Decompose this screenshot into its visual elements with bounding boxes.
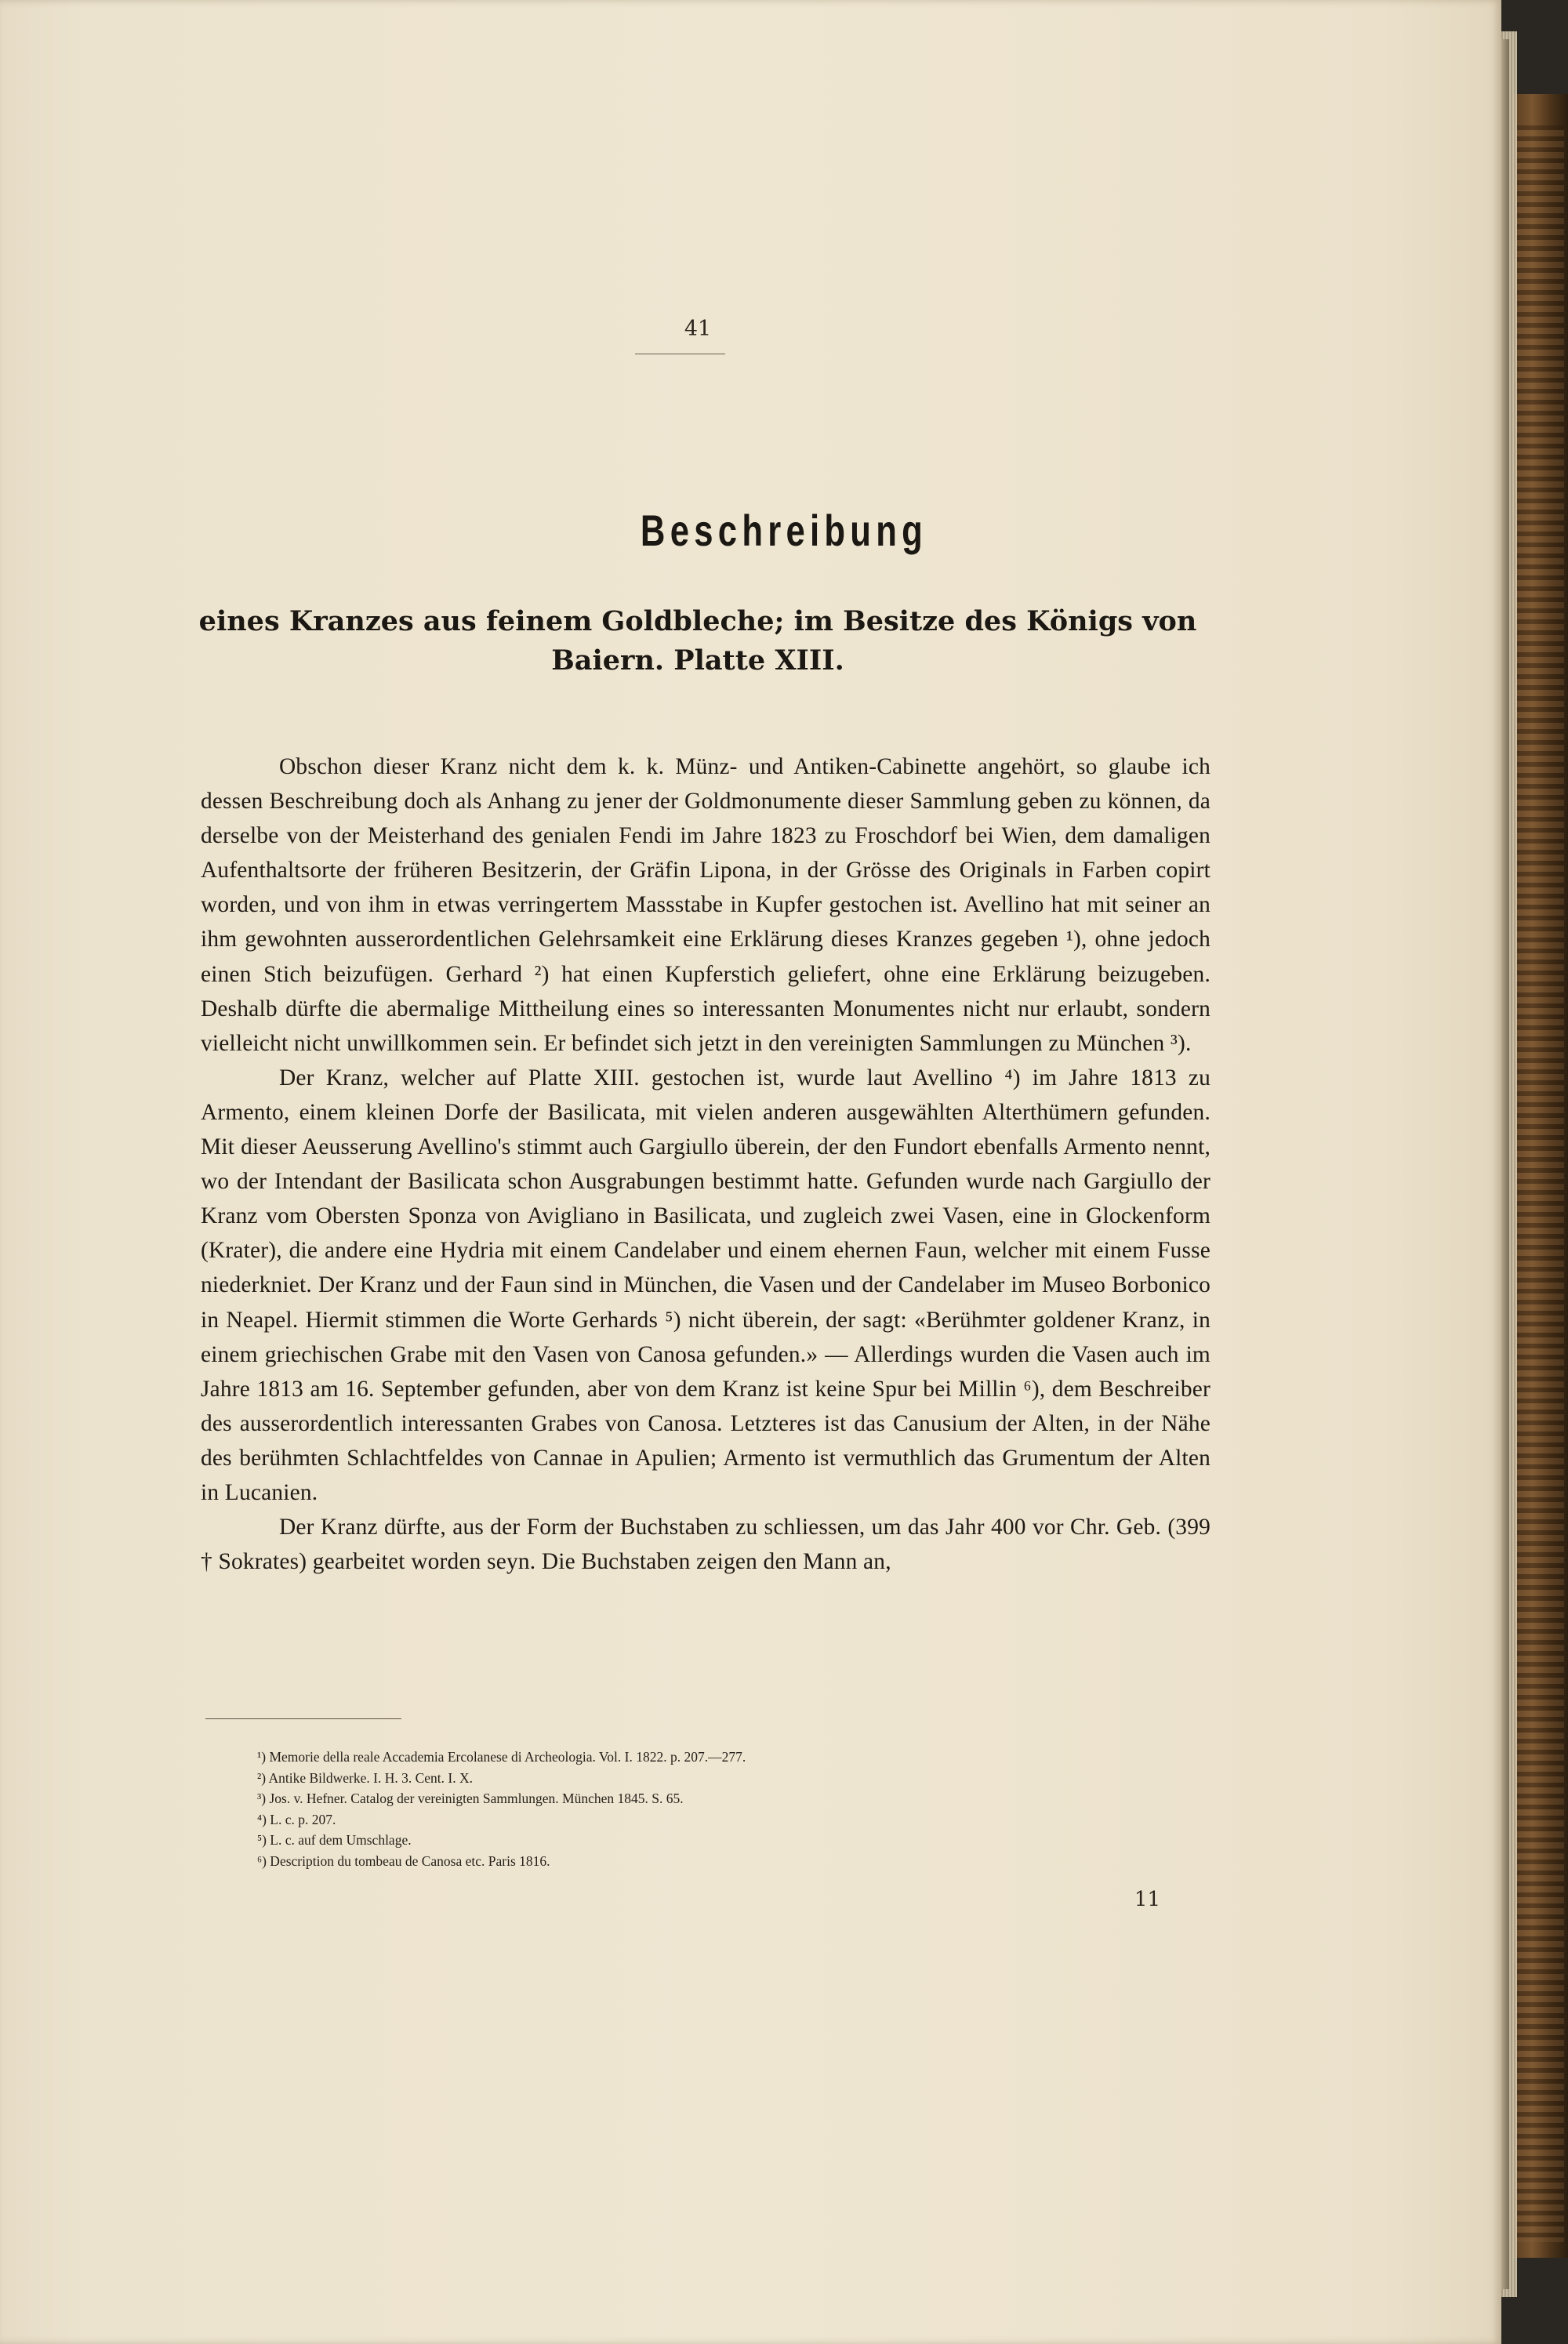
paragraph: Der Kranz dürfte, aus der Form der Buchstaben zu schliessen, um das Jahr 400 vor Chr. Geb. (399 † Sokrates) gearbeitet worden seyn. Die Buchstaben zeigen den Mann an, <box>201 1515 1210 1575</box>
footnote: ¹) Memorie della reale Accademia Ercolanese di Archeologia. Vol. I. 1822. p. 207.—277. <box>257 1749 746 1765</box>
page-subtitle: eines Kranzes aus feinem Goldbleche; im Besitze des Königs von Baiern. Platte XIII. <box>198 605 1197 677</box>
footnote: ⁶) Description du tombeau de Canosa etc. Paris 1816. <box>257 1852 550 1869</box>
cover-texture <box>1517 125 1564 2242</box>
printer-signature: 11 <box>1134 1888 1160 1911</box>
footnote: ⁵) L. c. auf dem Umschlage. <box>257 1832 412 1848</box>
footnote: ²) Antike Bildwerke. I. H. 3. Cent. I. X. <box>257 1769 473 1786</box>
page-title: Beschreibung <box>640 506 928 555</box>
footnotes <box>257 1747 963 1871</box>
footnote-rule <box>205 1718 401 1719</box>
paragraph: Der Kranz, welcher auf Platte XIII. gestochen ist, wurde laut Avellino ⁴) im Jahre 1813 zu Armento, einem kleinen Dorfe der Basilicata, mit vielen anderen ausgewählten Alterthümern gefunden. Mit dieser Aeusserung Avellino's stimmt auch Gargiullo überein, der den Fundort ebenfalls Armento nennt, wo der Intendant der Basilicata schon Ausgrabungen bestimmt hatte. Gefunden wurde nach Gargiullo der Kranz vom Obersten Sponza von Avigliano in Basilicata, und zugleich zwei Vasen, eine in Glockenform (Krater), die andere eine Hydria mit einem Candelaber und einem ehernen Faun, welcher mit einem Fusse niederkniet. Der Kranz und der Faun sind in München, die Vasen und der Candelaber im Museo Borbonico in Neapel. Hiermit stimmen die Worte Gerhards ⁵) nicht überein, der sagt: «Berühmter goldener Kranz, in einem griechischen Grabe mit den Vasen von Canosa gefunden.» — Allerdings wurden die Vasen auch im Jahre 1813 am 16. September gefunden, aber von dem Kranz ist keine Spur bei Millin ⁶), dem Beschreiber des ausserordentlich interessanten Grabes von Canosa. Letzteres ist das Canusium der Alten, in der Nähe des berühmten Schlachtfeldes von Cannae in Apulien; Armento ist vermuthlich das Grumentum der Alten in Lucanien. <box>201 1065 1210 1505</box>
page-number: 41 <box>684 317 712 341</box>
footnote: ³) Jos. v. Hefner. Catalog der vereinigten Sammlungen. München 1845. S. 65. <box>257 1791 684 1806</box>
footnote: ⁴) L. c. p. 207. <box>257 1811 336 1827</box>
body-text <box>201 749 1210 1579</box>
paragraph: Obschon dieser Kranz nicht dem k. k. Münz- und Antiken-Cabinette angehört, so glaube ich dessen Beschreibung doch als Anhang zu jener der Goldmonumente dieser Sammlung geben zu können, da derselbe von der Meisterhand des genialen Fendi im Jahre 1823 zu Froschdorf bei Wien, dem damaligen Aufenthaltsorte der früheren Besitzerin, der Gräfin Lipona, in der Grösse des Originals in Farben copirt worden, und von ihm in etwas verringertem Massstabe in Kupfer gestochen ist. Avellino hat mit seiner an ihm gewohnten ausserordentlichen Gelehrsamkeit eine Erklärung dieses Kranzes gegeben ¹), ohne jedoch einen Stich beizufügen. Gerhard ²) hat einen Kupferstich geliefert, ohne eine Erklärung beizugeben. Deshalb dürfte die abermalige Mittheilung eines so interessanten Monumentes nicht nur erlaubt, sondern vielleicht nicht unwillkommen sein. Er befindet sich jetzt in den vereinigten Sammlungen zu München ³). <box>201 754 1210 1056</box>
